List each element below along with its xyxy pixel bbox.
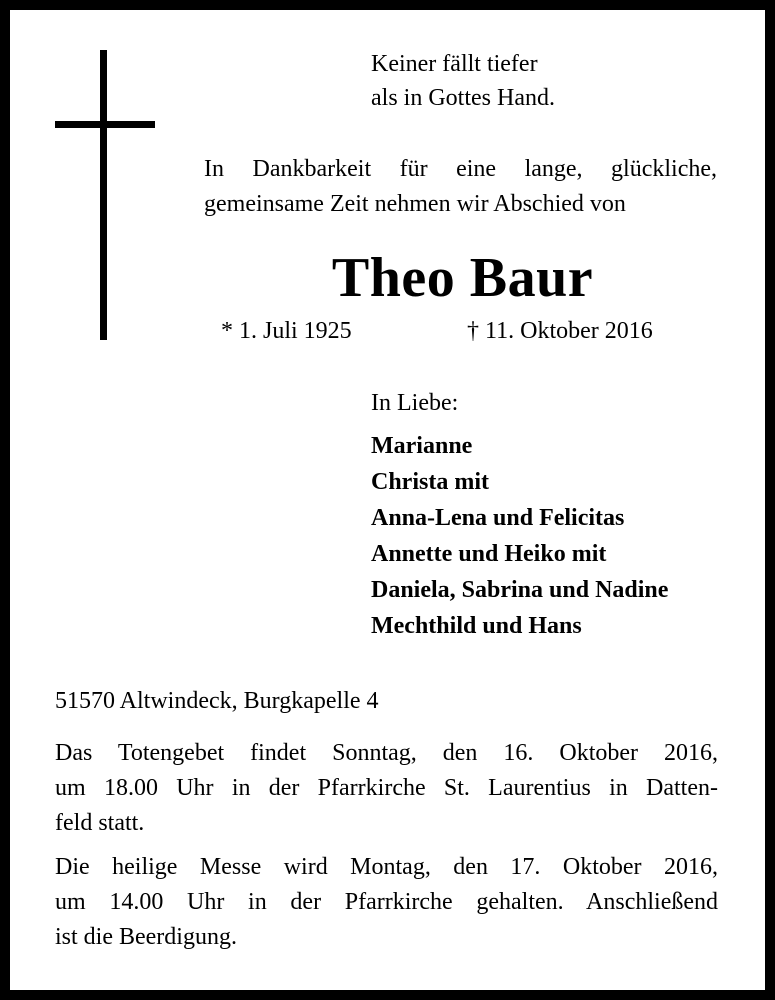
family-address: 51570 Altwindeck, Burgkapelle 4 <box>55 688 379 714</box>
mourner-name: Christa mit <box>371 469 489 495</box>
mourners-list <box>371 428 668 644</box>
deceased-name: Theo Baur <box>331 247 594 309</box>
prayer-service-paragraph <box>55 736 718 841</box>
paragraph-line: um 18.00 Uhr in der Pfarrkirche St. Laurentius in Datten- <box>55 775 718 801</box>
mourner-name: Daniela, Sabrina und Nadine <box>371 577 669 603</box>
paragraph-line: um 14.00 Uhr in der Pfarrkirche gehalten. Anschließend <box>55 889 718 915</box>
cross-icon <box>100 50 107 340</box>
paragraph-line: ist die Beerdigung. <box>55 924 237 950</box>
motto <box>371 47 555 115</box>
paragraph-line: feld statt. <box>55 810 145 836</box>
mourner-name: Anna-Lena und Felicitas <box>371 505 625 531</box>
mourner-name: Annette und Heiko mit <box>371 541 607 567</box>
mourner-name: Mechthild und Hans <box>371 613 582 639</box>
birth-date: * 1. Juli 1925 <box>221 318 352 344</box>
paragraph-line: Die heilige Messe wird Montag, den 17. Oktober 2016, <box>55 854 718 880</box>
mourners-heading: In Liebe: <box>371 390 459 416</box>
death-date: † 11. Oktober 2016 <box>467 318 653 344</box>
mourner-name: Marianne <box>371 433 473 459</box>
intro-text <box>204 152 717 222</box>
mass-service-paragraph <box>55 850 718 955</box>
paragraph-line: Das Totengebet findet Sonntag, den 16. Oktober 2016, <box>55 740 718 766</box>
intro-line: gemeinsame Zeit nehmen wir Abschied von <box>204 191 626 217</box>
motto-line: Keiner fällt tiefer <box>371 51 538 77</box>
motto-line: als in Gottes Hand. <box>371 85 555 111</box>
intro-line: In Dankbarkeit für eine lange, glückliche, <box>204 156 717 182</box>
cross-icon-bar <box>55 121 155 128</box>
